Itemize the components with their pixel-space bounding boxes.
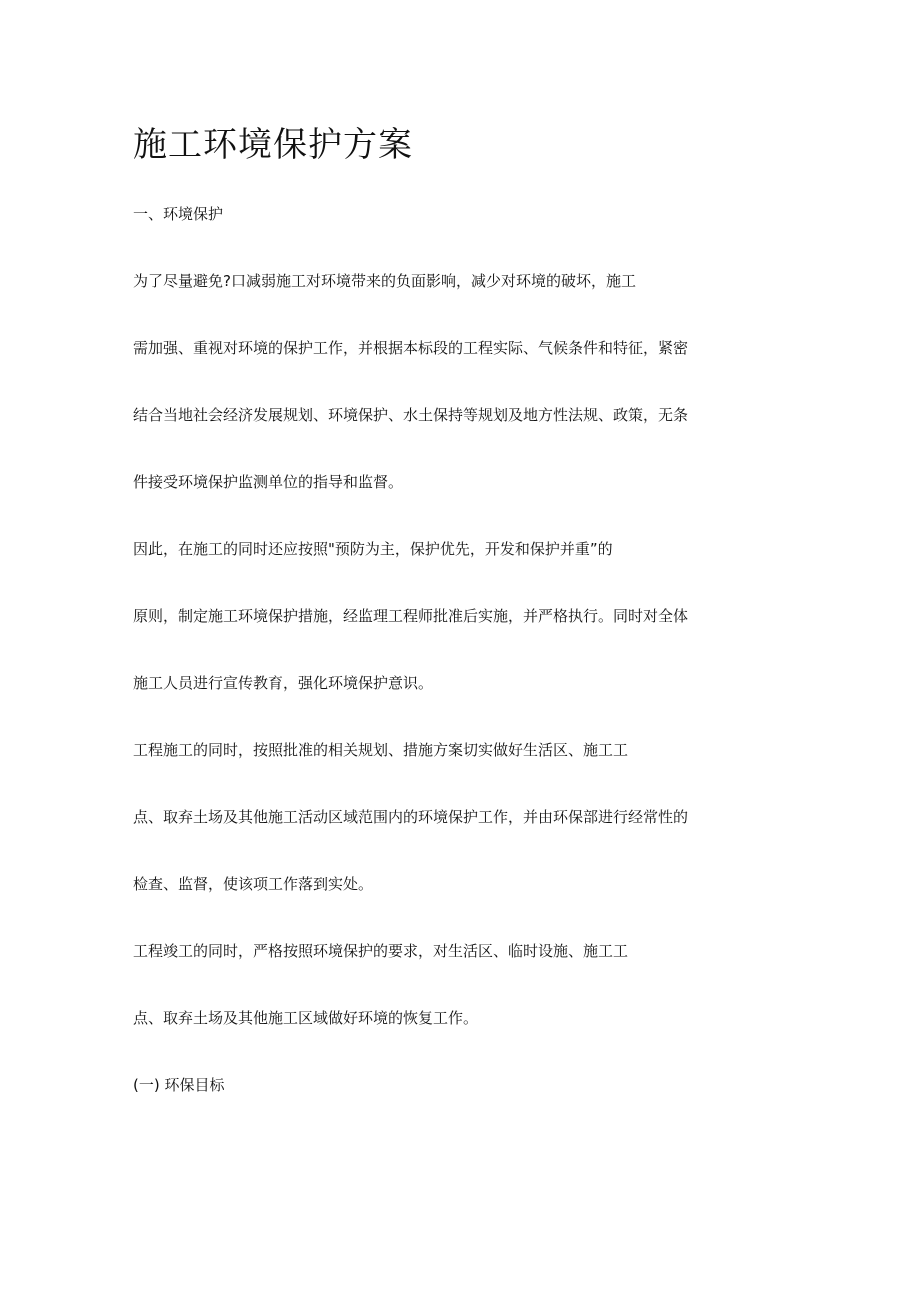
section-heading: 一、环境保护 xyxy=(133,205,224,223)
paragraph-line: 因此，在施工的同时还应按照"预防为主，保护优先，开发和保护并重”的 xyxy=(133,540,613,558)
page-title: 施工环境保护方案 xyxy=(133,125,413,165)
paragraph-line: 件接受环境保护监测单位的指导和监督。 xyxy=(133,473,404,491)
paragraph-line: 点、取弃土场及其他施工活动区域范围内的环境保护工作，并由环保部进行经常性的 xyxy=(133,808,689,826)
paragraph-line: 结合当地社会经济发展规划、环境保护、水土保持等规划及地方性法规、政策，无条 xyxy=(133,406,689,424)
subsection-heading: (一) 环保目标 xyxy=(133,1076,225,1094)
paragraph-line: 为了尽量避免?口减弱施工对环境带来的负面影响，减少对环境的破坏，施工 xyxy=(133,272,636,290)
paragraph-line: 工程施工的同时，按照批准的相关规划、措施方案切实做好生活区、施工工 xyxy=(133,741,629,759)
paragraph-line: 点、取弃土场及其他施工区域做好环境的恢复工作。 xyxy=(133,1009,479,1027)
paragraph-line: 施工人员进行宣传教育，强化环境保护意识。 xyxy=(133,674,434,692)
paragraph-line: 原则，制定施工环境保护措施，经监理工程师批准后实施，并严格执行。同时对全体 xyxy=(133,607,689,625)
paragraph-line: 检查、监督，使该项工作落到实处。 xyxy=(133,875,374,893)
paragraph-line: 需加强、重视对环境的保护工作，并根据本标段的工程实际、气候条件和特征，紧密 xyxy=(133,339,689,357)
paragraph-line: 工程竣工的同时，严格按照环境保护的要求，对生活区、临时设施、施工工 xyxy=(133,942,629,960)
